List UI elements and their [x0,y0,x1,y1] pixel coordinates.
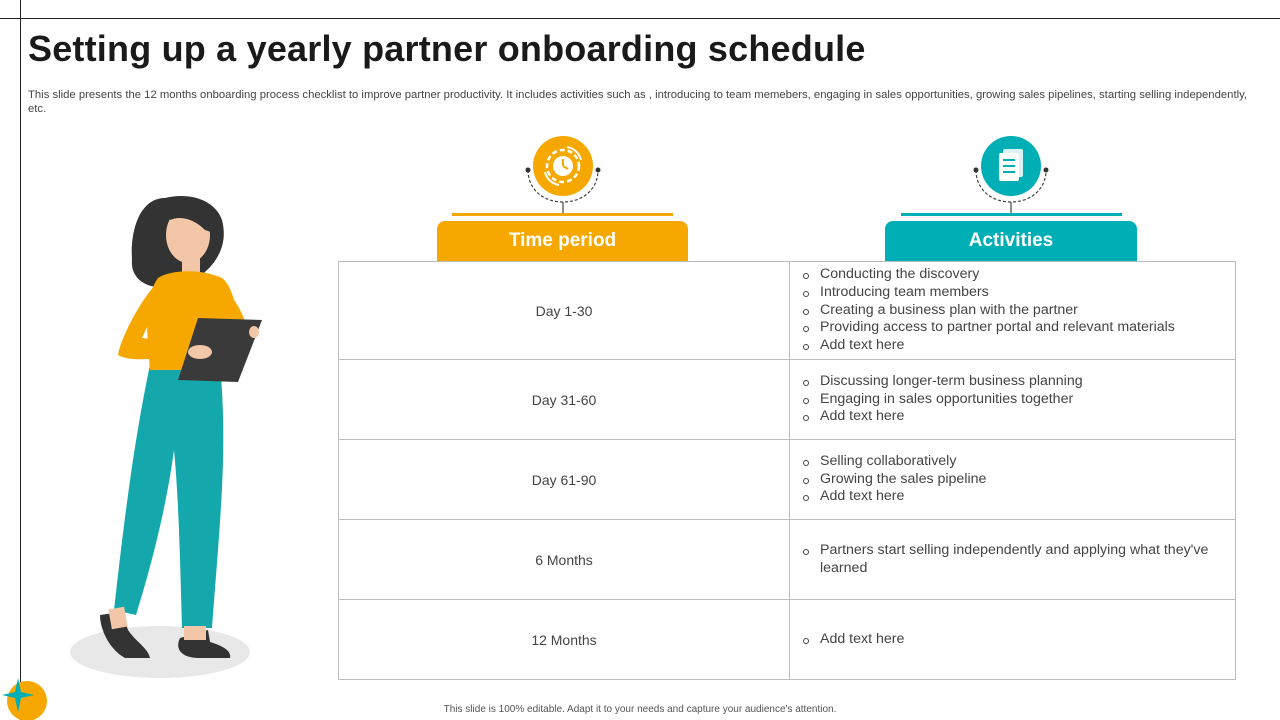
activity-item: Creating a business plan with the partner [802,302,1225,320]
activity-item: Partners start selling independently and applying what they've learned [802,542,1225,578]
frame-left-line [20,0,21,720]
activity-item: Growing the sales pipeline [802,471,1225,489]
woman-with-tablet-illustration [70,190,270,680]
sparkle-logo-icon [0,670,50,720]
activities-cell [790,600,1236,680]
activity-item: Providing access to partner portal and relevant materials [802,319,1225,337]
table-row [339,440,1236,520]
activities-header: Activities [885,221,1137,261]
activity-item: Conducting the discovery [802,266,1225,284]
time-period-cell: 12 Months [339,600,790,680]
time-period-cell: Day 31-60 [339,360,790,440]
activity-item: Add text here [802,408,1225,426]
frame-top-line [0,18,1280,19]
activities-decoration-arc [970,130,1052,215]
table-row [339,360,1236,440]
activity-item: Discussing longer-term business planning [802,373,1225,391]
table-row [339,600,1236,680]
time-period-cell: Day 61-90 [339,440,790,520]
activity-item: Add text here [802,337,1225,355]
activities-cell [790,360,1236,440]
activity-item: Introducing team members [802,284,1225,302]
activity-item: Engaging in sales opportunities together [802,391,1225,409]
time-period-accent-line [452,213,673,216]
time-period-header: Time period [437,221,688,261]
activity-item: Add text here [802,488,1225,506]
activities-cell [790,440,1236,520]
schedule-table [338,261,1236,680]
activity-item: Add text here [802,631,1225,649]
activities-cell [790,520,1236,600]
activities-cell [790,262,1236,360]
table-row [339,520,1236,600]
activity-item: Selling collaboratively [802,453,1225,471]
time-period-cell: Day 1-30 [339,262,790,360]
time-decoration-arc [522,130,604,215]
slide-title: Setting up a yearly partner onboarding schedule [28,28,866,69]
table-row [339,262,1236,360]
footer-note: This slide is 100% editable. Adapt it to your needs and capture your audience's attention. [443,704,837,715]
activities-accent-line [901,213,1122,216]
slide-subtitle: This slide presents the 12 months onboarding process checklist to improve partner productivity. It includes activities such as , introducing to team memebers, engaging in sales opportunities, growing sales pipelines, starting selling independently, etc. [28,89,1248,115]
time-period-cell: 6 Months [339,520,790,600]
